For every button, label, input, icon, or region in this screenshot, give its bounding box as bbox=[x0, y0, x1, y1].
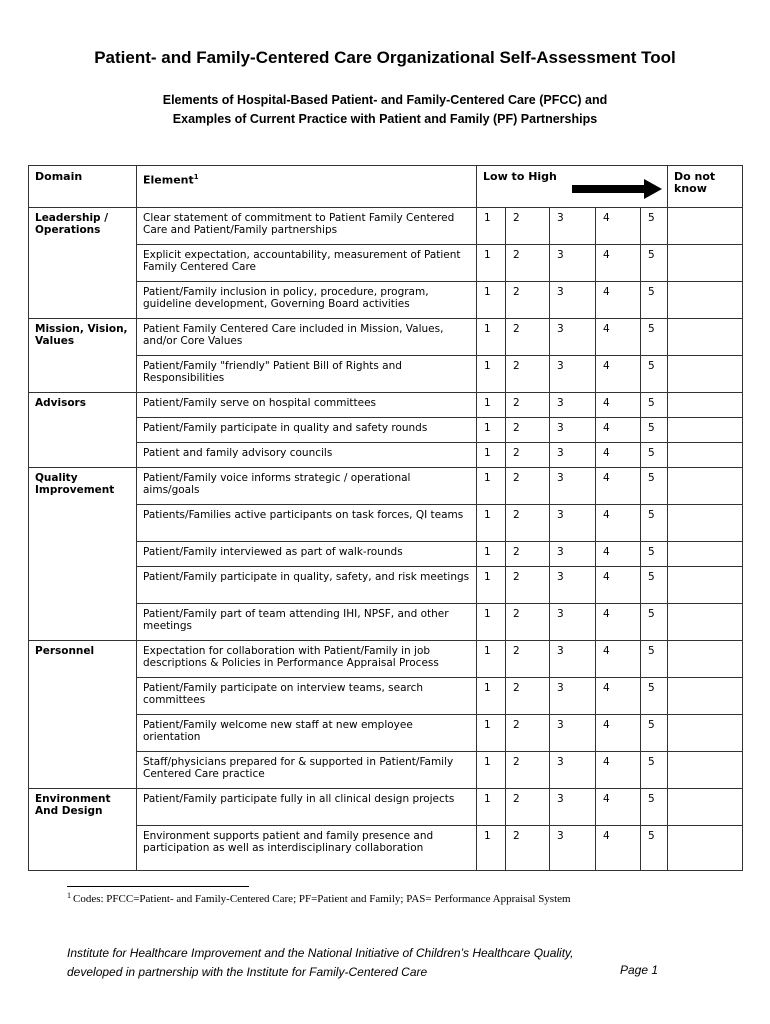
rating-cell-5[interactable]: 5 bbox=[641, 789, 668, 826]
rating-cell-2[interactable]: 2 bbox=[506, 443, 550, 468]
rating-cell-1[interactable]: 1 bbox=[477, 418, 506, 443]
domain-cell: Quality Improvement bbox=[29, 468, 137, 641]
table-row bbox=[29, 468, 743, 505]
rating-cell-5[interactable]: 5 bbox=[641, 319, 668, 356]
rating-cell-3[interactable]: 3 bbox=[550, 356, 596, 393]
header-domain: Domain bbox=[29, 166, 137, 208]
rating-cell-1[interactable]: 1 bbox=[477, 826, 506, 871]
rating-cell-2[interactable]: 2 bbox=[506, 418, 550, 443]
rating-cell-5[interactable]: 5 bbox=[641, 567, 668, 604]
table-row bbox=[29, 715, 743, 752]
rating-cell-4[interactable]: 4 bbox=[596, 826, 641, 871]
rating-cell-2[interactable]: 2 bbox=[506, 678, 550, 715]
table-row bbox=[29, 319, 743, 356]
rating-cell-5[interactable]: 5 bbox=[641, 468, 668, 505]
rating-cell-1[interactable]: 1 bbox=[477, 715, 506, 752]
page-title: Patient- and Family-Centered Care Organizational Self-Assessment Tool bbox=[94, 48, 676, 67]
rating-cell-2[interactable]: 2 bbox=[506, 505, 550, 542]
table-row bbox=[29, 505, 743, 542]
element-cell: Patient/Family participate in quality, safety, and risk meetings bbox=[137, 567, 477, 604]
rating-cell-3[interactable]: 3 bbox=[550, 505, 596, 542]
footnote-text: Codes: PFCC=Patient- and Family-Centered Care; PF=Patient and Family; PAS= Performance Appraisal System bbox=[73, 893, 571, 905]
rating-cell-2[interactable]: 2 bbox=[506, 542, 550, 567]
table-header-row bbox=[29, 166, 743, 208]
do-not-know-cell[interactable] bbox=[668, 715, 743, 752]
element-cell: Patient/Family "friendly" Patient Bill of Rights and Responsibilities bbox=[137, 356, 477, 393]
rating-cell-3[interactable]: 3 bbox=[550, 604, 596, 641]
page-subtitle bbox=[0, 91, 770, 129]
element-cell: Patient and family advisory councils bbox=[137, 443, 477, 468]
table-row bbox=[29, 826, 743, 871]
rating-cell-1[interactable]: 1 bbox=[477, 356, 506, 393]
domain-cell: Advisors bbox=[29, 393, 137, 468]
element-cell: Environment supports patient and family presence and participation as well as interdisciplinary collaboration bbox=[137, 826, 477, 871]
table-row bbox=[29, 567, 743, 604]
rating-cell-4[interactable]: 4 bbox=[596, 752, 641, 789]
rating-cell-4[interactable]: 4 bbox=[596, 789, 641, 826]
rating-cell-2[interactable]: 2 bbox=[506, 789, 550, 826]
rating-cell-1[interactable]: 1 bbox=[477, 282, 506, 319]
rating-cell-2[interactable]: 2 bbox=[506, 468, 550, 505]
rating-cell-3[interactable]: 3 bbox=[550, 752, 596, 789]
do-not-know-cell[interactable] bbox=[668, 282, 743, 319]
rating-cell-2[interactable]: 2 bbox=[506, 641, 550, 678]
element-cell: Expectation for collaboration with Patient/Family in job descriptions & Policies in Performance Appraisal Process bbox=[137, 641, 477, 678]
element-cell: Patient/Family voice informs strategic / operational aims/goals bbox=[137, 468, 477, 505]
rating-cell-3[interactable]: 3 bbox=[550, 418, 596, 443]
do-not-know-cell[interactable] bbox=[668, 542, 743, 567]
do-not-know-cell[interactable] bbox=[668, 443, 743, 468]
table-row bbox=[29, 542, 743, 567]
element-cell: Patient/Family participate fully in all clinical design projects bbox=[137, 789, 477, 826]
header-element bbox=[137, 166, 477, 208]
rating-cell-3[interactable]: 3 bbox=[550, 282, 596, 319]
table-row bbox=[29, 752, 743, 789]
element-cell: Patient Family Centered Care included in Mission, Values, and/or Core Values bbox=[137, 319, 477, 356]
header-range-label: Low to High bbox=[483, 170, 557, 183]
rating-cell-3[interactable]: 3 bbox=[550, 641, 596, 678]
do-not-know-cell[interactable] bbox=[668, 752, 743, 789]
rating-cell-4[interactable]: 4 bbox=[596, 443, 641, 468]
rating-cell-5[interactable]: 5 bbox=[641, 505, 668, 542]
rating-cell-4[interactable]: 4 bbox=[596, 468, 641, 505]
header-do-not-know: Do not know bbox=[668, 166, 743, 208]
do-not-know-cell[interactable] bbox=[668, 604, 743, 641]
do-not-know-cell[interactable] bbox=[668, 678, 743, 715]
rating-cell-2[interactable]: 2 bbox=[506, 319, 550, 356]
rating-cell-1[interactable]: 1 bbox=[477, 604, 506, 641]
rating-cell-4[interactable]: 4 bbox=[596, 245, 641, 282]
rating-cell-4[interactable]: 4 bbox=[596, 567, 641, 604]
do-not-know-cell[interactable] bbox=[668, 208, 743, 245]
rating-cell-3[interactable]: 3 bbox=[550, 567, 596, 604]
rating-cell-2[interactable]: 2 bbox=[506, 393, 550, 418]
rating-cell-3[interactable]: 3 bbox=[550, 245, 596, 282]
do-not-know-cell[interactable] bbox=[668, 641, 743, 678]
element-cell: Patient/Family serve on hospital committees bbox=[137, 393, 477, 418]
rating-cell-4[interactable]: 4 bbox=[596, 678, 641, 715]
do-not-know-cell[interactable] bbox=[668, 789, 743, 826]
element-cell: Staff/physicians prepared for & supported in Patient/Family Centered Care practice bbox=[137, 752, 477, 789]
rating-cell-1[interactable]: 1 bbox=[477, 443, 506, 468]
rating-cell-4[interactable]: 4 bbox=[596, 319, 641, 356]
rating-cell-4[interactable]: 4 bbox=[596, 393, 641, 418]
rating-cell-4[interactable]: 4 bbox=[596, 282, 641, 319]
table-row bbox=[29, 393, 743, 418]
rating-cell-1[interactable]: 1 bbox=[477, 393, 506, 418]
rating-cell-5[interactable]: 5 bbox=[641, 641, 668, 678]
rating-cell-4[interactable]: 4 bbox=[596, 604, 641, 641]
rating-cell-2[interactable]: 2 bbox=[506, 752, 550, 789]
do-not-know-cell[interactable] bbox=[668, 393, 743, 418]
rating-cell-1[interactable]: 1 bbox=[477, 468, 506, 505]
domain-cell: Leadership / Operations bbox=[29, 208, 137, 319]
rating-cell-1[interactable]: 1 bbox=[477, 319, 506, 356]
rating-cell-5[interactable]: 5 bbox=[641, 356, 668, 393]
header-element-footnote-ref: 1 bbox=[193, 173, 199, 181]
rating-cell-4[interactable]: 4 bbox=[596, 542, 641, 567]
rating-cell-3[interactable]: 3 bbox=[550, 789, 596, 826]
element-cell: Explicit expectation, accountability, measurement of Patient Family Centered Care bbox=[137, 245, 477, 282]
rating-cell-2[interactable]: 2 bbox=[506, 245, 550, 282]
rating-cell-5[interactable]: 5 bbox=[641, 715, 668, 752]
domain-cell: Environment And Design bbox=[29, 789, 137, 871]
element-cell: Patient/Family participate on interview teams, search committees bbox=[137, 678, 477, 715]
rating-cell-5[interactable]: 5 bbox=[641, 678, 668, 715]
rating-cell-3[interactable]: 3 bbox=[550, 715, 596, 752]
footer-line-1: Institute for Healthcare Improvement and the National Initiative of Children’s Healthcare Quality, bbox=[67, 946, 574, 960]
do-not-know-cell[interactable] bbox=[668, 319, 743, 356]
page-number: Page 1 bbox=[620, 963, 659, 977]
table-row bbox=[29, 678, 743, 715]
rating-cell-3[interactable]: 3 bbox=[550, 542, 596, 567]
element-cell: Patient/Family participate in quality and safety rounds bbox=[137, 418, 477, 443]
rating-cell-3[interactable]: 3 bbox=[550, 443, 596, 468]
table-row bbox=[29, 641, 743, 678]
table-row bbox=[29, 245, 743, 282]
do-not-know-cell[interactable] bbox=[668, 826, 743, 871]
do-not-know-cell[interactable] bbox=[668, 505, 743, 542]
rating-cell-5[interactable]: 5 bbox=[641, 245, 668, 282]
footnote-number: 1 bbox=[67, 891, 71, 900]
element-cell: Clear statement of commitment to Patient Family Centered Care and Patient/Family partnerships bbox=[137, 208, 477, 245]
rating-cell-5[interactable]: 5 bbox=[641, 418, 668, 443]
subtitle-line-2: Examples of Current Practice with Patient and Family (PF) Partnerships bbox=[172, 112, 598, 126]
right-arrow-icon bbox=[572, 182, 662, 196]
domain-cell: Personnel bbox=[29, 641, 137, 789]
table-row bbox=[29, 789, 743, 826]
rating-cell-2[interactable]: 2 bbox=[506, 282, 550, 319]
rating-cell-1[interactable]: 1 bbox=[477, 245, 506, 282]
rating-cell-3[interactable]: 3 bbox=[550, 678, 596, 715]
element-cell: Patient/Family interviewed as part of walk-rounds bbox=[137, 542, 477, 567]
rating-cell-1[interactable]: 1 bbox=[477, 752, 506, 789]
rating-cell-4[interactable]: 4 bbox=[596, 641, 641, 678]
table-row bbox=[29, 604, 743, 641]
do-not-know-cell[interactable] bbox=[668, 245, 743, 282]
table-row bbox=[29, 208, 743, 245]
rating-cell-5[interactable]: 5 bbox=[641, 282, 668, 319]
rating-cell-3[interactable]: 3 bbox=[550, 468, 596, 505]
rating-cell-2[interactable]: 2 bbox=[506, 567, 550, 604]
rating-cell-1[interactable]: 1 bbox=[477, 789, 506, 826]
do-not-know-cell[interactable] bbox=[668, 468, 743, 505]
rating-cell-1[interactable]: 1 bbox=[477, 678, 506, 715]
rating-cell-2[interactable]: 2 bbox=[506, 715, 550, 752]
rating-cell-1[interactable]: 1 bbox=[477, 641, 506, 678]
rating-cell-3[interactable]: 3 bbox=[550, 208, 596, 245]
rating-cell-5[interactable]: 5 bbox=[641, 604, 668, 641]
rating-cell-5[interactable]: 5 bbox=[641, 542, 668, 567]
rating-cell-5[interactable]: 5 bbox=[641, 752, 668, 789]
rating-cell-4[interactable]: 4 bbox=[596, 356, 641, 393]
table-row bbox=[29, 418, 743, 443]
rating-cell-3[interactable]: 3 bbox=[550, 393, 596, 418]
rating-cell-4[interactable]: 4 bbox=[596, 418, 641, 443]
header-low-to-high bbox=[477, 166, 668, 208]
assessment-table bbox=[28, 165, 743, 871]
table-row bbox=[29, 282, 743, 319]
rating-cell-5[interactable]: 5 bbox=[641, 208, 668, 245]
rating-cell-3[interactable]: 3 bbox=[550, 319, 596, 356]
footer-line-2: developed in partnership with the Institute for Family-Centered Care bbox=[67, 965, 428, 979]
rating-cell-5[interactable]: 5 bbox=[641, 826, 668, 871]
rating-cell-1[interactable]: 1 bbox=[477, 208, 506, 245]
rating-cell-3[interactable]: 3 bbox=[550, 826, 596, 871]
domain-cell: Mission, Vision, Values bbox=[29, 319, 137, 393]
rating-cell-1[interactable]: 1 bbox=[477, 567, 506, 604]
rating-cell-5[interactable]: 5 bbox=[641, 443, 668, 468]
rating-cell-2[interactable]: 2 bbox=[506, 826, 550, 871]
rating-cell-1[interactable]: 1 bbox=[477, 542, 506, 567]
rating-cell-4[interactable]: 4 bbox=[596, 715, 641, 752]
element-cell: Patient/Family welcome new staff at new employee orientation bbox=[137, 715, 477, 752]
rating-cell-2[interactable]: 2 bbox=[506, 356, 550, 393]
rating-cell-2[interactable]: 2 bbox=[506, 208, 550, 245]
table-row bbox=[29, 356, 743, 393]
table-row bbox=[29, 443, 743, 468]
rating-cell-2[interactable]: 2 bbox=[506, 604, 550, 641]
header-element-label: Element bbox=[143, 173, 194, 187]
rating-cell-4[interactable]: 4 bbox=[596, 505, 641, 542]
element-cell: Patient/Family inclusion in policy, procedure, program, guideline development, Governing Board activities bbox=[137, 282, 477, 319]
element-cell: Patients/Families active participants on task forces, QI teams bbox=[137, 505, 477, 542]
footnote bbox=[67, 893, 571, 905]
do-not-know-cell[interactable] bbox=[668, 567, 743, 604]
footnote-divider bbox=[67, 886, 249, 887]
do-not-know-cell[interactable] bbox=[668, 418, 743, 443]
rating-cell-4[interactable]: 4 bbox=[596, 208, 641, 245]
element-cell: Patient/Family part of team attending IHI, NPSF, and other meetings bbox=[137, 604, 477, 641]
rating-cell-1[interactable]: 1 bbox=[477, 505, 506, 542]
do-not-know-cell[interactable] bbox=[668, 356, 743, 393]
page-footer bbox=[67, 944, 667, 982]
subtitle-line-1: Elements of Hospital-Based Patient- and Family-Centered Care (PFCC) and bbox=[162, 93, 608, 107]
rating-cell-5[interactable]: 5 bbox=[641, 393, 668, 418]
